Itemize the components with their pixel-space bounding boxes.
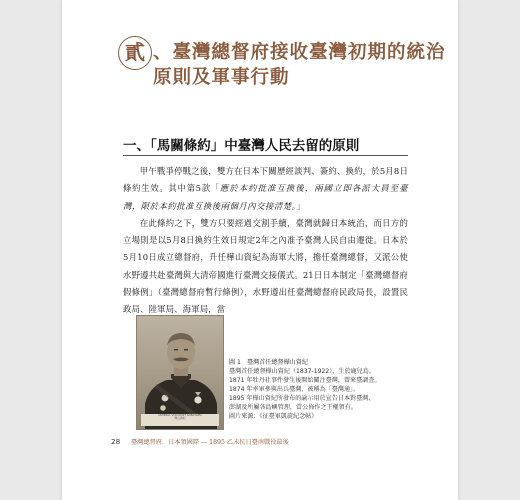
caption-line: 澎湖及所屬各島嶼管理，當公佈作之王權領有。 <box>229 404 357 411</box>
treaty-quote-part-2: 派大員至臺灣，限於本約批准互換後兩個月內交接清楚。 <box>123 183 409 211</box>
chapter-marker: 貳 <box>118 36 152 70</box>
caption-line: 臺灣首任總督樺山資紀（1837-1922），生於鹿兒島。 <box>229 368 375 375</box>
caption-line: 1895 年樺山資紀所發布的諭示用於宣告日本對臺灣、 <box>229 395 375 402</box>
photo-strip-line-2: 樺山資紀 <box>174 416 186 421</box>
chapter-title-line-1: 、臺灣總督府接收臺灣初期的統治 <box>153 42 446 63</box>
page-number: 28 <box>111 437 121 446</box>
paragraph-1-line-2: 於5月8日條約生效。其中第5款「 <box>123 166 408 194</box>
paragraph-1 <box>123 163 408 215</box>
running-footer: 臺灣總督府．日本領國際 — 1895 乙未抗日臺南戰役最後 <box>131 439 289 446</box>
photo-strip-line-1: ADMIRAL VISCOUNT KABAYAMA <box>158 414 202 417</box>
caption-line: 1871 年牡丹社事件發生後開始關注臺灣，曾來臺調查。 <box>229 377 381 384</box>
figure-caption <box>229 358 411 421</box>
caption-title: 圖 1 臺灣首任總督樺山資紀 <box>229 359 308 366</box>
paragraph-1-line-1: 甲午戰爭停戰之後，雙方在日本下關歷經談判、簽約、換約， <box>139 166 372 176</box>
portrait-photo <box>136 315 224 430</box>
treaty-quote-part-1: 應於本約批准互換後，兩國立即各 <box>219 183 362 194</box>
caption-source: 圖片來源：《征臺軍凱旋紀念帖》 <box>229 413 318 420</box>
body-text <box>123 163 408 319</box>
paragraph-2: 在此條約之下，雙方只要經過交割手續，臺灣就歸日本統治，而日方的立場則是以5月8日換約生效日規定2年之內准予臺灣人民自由遷徙。日本於5月10日成立總督府，升任樺山資紀為海軍大將，擔任臺灣總督，又派公使水野遵共赴臺灣與大清帝國進行臺灣交接儀式。21日日本制定「臺灣總督府假條例」（臺灣總督府暫行條例），水野遵出任臺灣總督府民政局長，設置民政局、陸軍局、海軍局，當 <box>123 217 408 315</box>
quote-close: 」 <box>296 200 305 211</box>
section-divider <box>123 155 408 156</box>
chapter-title-line-2: 原則及軍事行動 <box>153 67 290 88</box>
caption-line: 1874 年率軍參與出兵臺灣，被稱為「臺灣通」。 <box>229 386 360 393</box>
portrait-illustration <box>137 316 224 430</box>
photo-caption-strip <box>141 414 219 426</box>
section-title: 一、「馬關條約」中臺灣人民去留的原則 <box>123 138 360 154</box>
